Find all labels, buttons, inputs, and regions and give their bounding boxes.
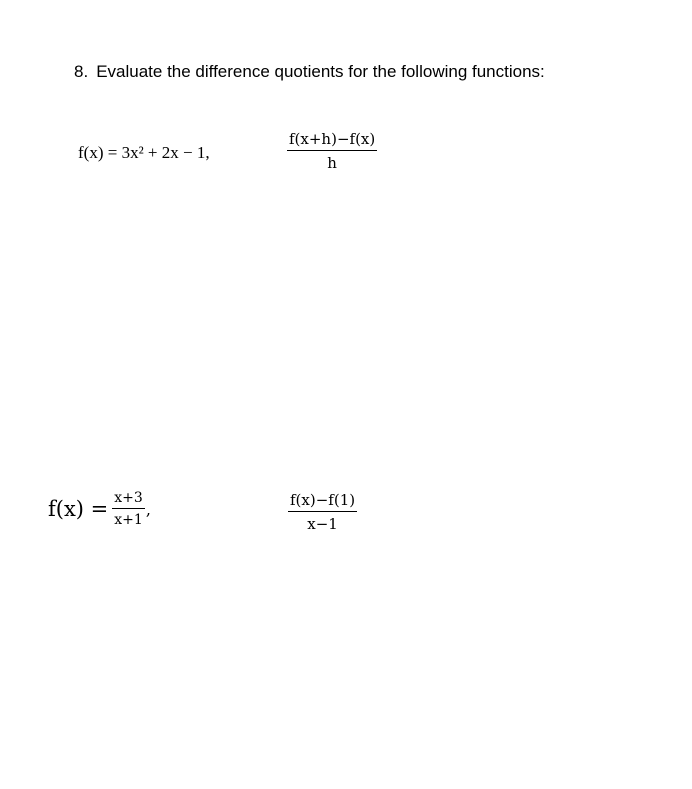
question-prompt [74,61,545,83]
function-2-denominator: x+1 [114,512,143,528]
difference-quotient-2-fraction [288,491,357,533]
question-text: Evaluate the difference quotients for the following functions: [96,62,545,81]
difference-quotient-1-numerator: f(x+h)−f(x) [287,130,377,151]
difference-quotient-1-fraction [287,130,377,172]
function-2 [48,490,151,528]
function-1-expression: f(x) = 3x² + 2x − 1, [78,143,210,162]
difference-quotient-1-denominator: h [327,154,337,172]
function-2-fraction [112,490,145,528]
difference-quotient-2-denominator: x−1 [307,515,338,533]
function-2-lhs: f(x) = [48,497,109,521]
function-1 [78,142,210,164]
function-2-comma: , [145,500,151,519]
difference-quotient-2-numerator: f(x)−f(1) [288,491,357,512]
function-2-numerator: x+3 [112,490,145,509]
difference-quotient-2 [288,491,357,533]
difference-quotient-1 [287,130,377,172]
question-number: 8. [74,62,89,81]
